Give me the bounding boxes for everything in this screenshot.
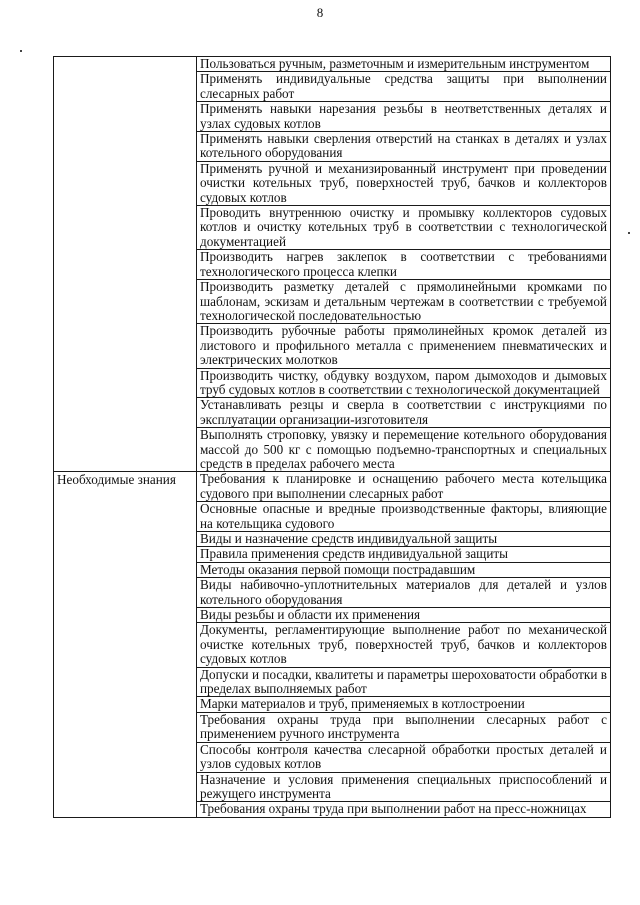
skills-section-item: Пользоваться ручным, разметочным и измерительным инструментом [197,57,611,72]
knowledge-section-item: Способы контроля качества слесарной обработки простых деталей и узлов судовых котлов [197,742,611,772]
knowledge-section-item: Виды набивочно-уплотнительных материалов для деталей и узлов котельного оборудования [197,578,611,608]
scan-speck [628,232,630,234]
knowledge-section-item: Документы, регламентирующие выполнение работ по механической очистке котельных труб, поверхностей труб, бачков и коллекторов судовых котлов [197,623,611,667]
page-number: 8 [316,5,324,20]
knowledge-section-item: Требования охраны труда при выполнении слесарных работ с применением ручного инструмента [197,712,611,742]
skills-section-item: Производить рубочные работы прямолинейных кромок деталей из листового и профильного металла с применением пневматических и электрических молотков [197,324,611,368]
skills-section-item: Производить чистку, обдувку воздухом, паром дымоходов и дымовых труб судовых котлов в соответствии с технологической документацией [197,368,611,398]
knowledge-section-item: Виды резьбы и области их применения [197,608,611,623]
skills-section-item: Применять ручной и механизированный инструмент при проведении очистки котельных труб, поверхностей труб, бачков и коллекторов судовых котлов [197,161,611,205]
knowledge-section-item: Допуски и посадки, квалитеты и параметры шероховатости обработки в пределах выполняемых работ [197,667,611,697]
skills-section-item: Применять индивидуальные средства защиты при выполнении слесарных работ [197,72,611,102]
table-row [54,57,611,72]
skills-section-item: Применять навыки сверления отверстий на станках в деталях и узлах котельного оборудования [197,132,611,162]
knowledge-section-item: Требования к планировке и оснащению рабочего места котельщика судового при выполнении слесарных работ [197,472,611,502]
knowledge-section-item: Виды и назначение средств индивидуальной защиты [197,532,611,547]
skills-section-item: Применять навыки нарезания резьбы в неответственных деталях и узлах судовых котлов [197,102,611,132]
requirements-table-body [54,57,611,818]
knowledge-section-item: Требования охраны труда при выполнении работ на пресс-ножницах [197,802,611,817]
knowledge-section-item: Правила применения средств индивидуальной защиты [197,547,611,562]
requirements-table [53,56,611,818]
skills-section-item: Устанавливать резцы и сверла в соответствии с инструкциями по эксплуатации организации-изготовителя [197,398,611,428]
knowledge-section-label: Необходимые знания [54,472,197,817]
skills-section-item: Проводить внутреннюю очистку и промывку коллекторов судовых котлов и очистку котельных труб в соответствии с технологической документацией [197,206,611,250]
knowledge-section-item: Марки материалов и труб, применяемых в котлостроении [197,697,611,712]
knowledge-section-item: Методы оказания первой помощи пострадавшим [197,562,611,577]
skills-section-item: Производить разметку деталей с прямолинейными кромками по шаблонам, эскизам и детальным чертежам в соответствии с требуемой технологической последовательностью [197,280,611,324]
knowledge-section-item: Основные опасные и вредные производственные факторы, влияющие на котельщика судового [197,502,611,532]
skills-section-item: Производить нагрев заклепок в соответствии с требованиями технологического процесса клепки [197,250,611,280]
table-row [54,472,611,502]
skills-section-item: Выполнять строповку, увязку и перемещение котельного оборудования массой до 500 кг с помощью подъемно-транспортных и специальных средств в пределах рабочего места [197,428,611,472]
scan-speck [20,50,22,52]
skills-section-label [54,57,197,472]
knowledge-section-item: Назначение и условия применения специальных приспособлений и режущего инструмента [197,772,611,802]
